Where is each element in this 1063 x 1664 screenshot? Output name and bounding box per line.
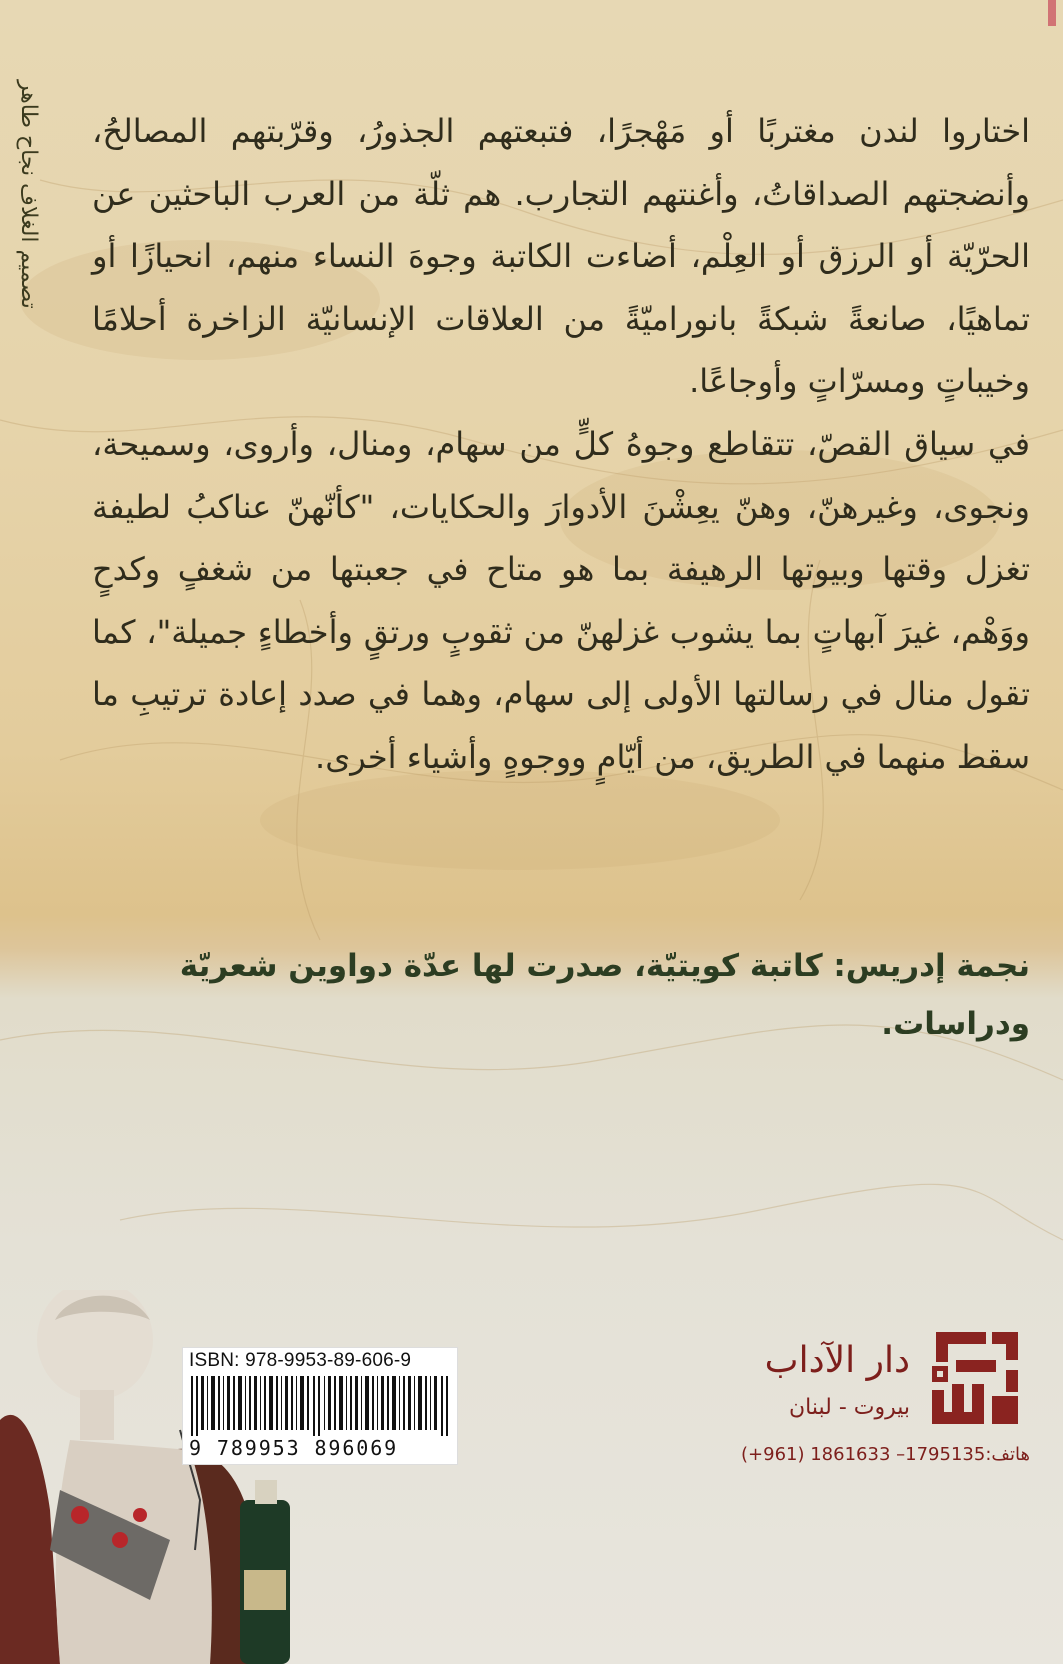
isbn-barcode [182,1347,458,1465]
cover-design-credit: تصميم الغلاف نجاح طاهر [16,80,41,309]
publisher-city: بيروت - لبنان [789,1395,910,1420]
author-bio: نجمة إدريس: كاتبة كويتيّة، صدرت لها عدّة دواوين شعريّة ودراسات. [179,948,1030,1042]
back-cover-blurb [92,100,1030,789]
publisher-phone: هاتف:1795135– 1861633 (961+) [741,1444,1030,1465]
blurb-paragraph-2: في سياق القصّ، تتقاطع وجوهُ كلٍّ من سهام، ومنال، وأروى، وسميحة، ونجوى، وغيرهنّ، وهنّ يعِشْنَ الأدوارَ والحكايات، "كأنّهنّ عناكبُ لطيفة تغزل وقتها وبيوتها الرهيفة بما هو متاح في جعبتها من شغفٍ وكدحٍ ووَهْم، غيرَ آبهاتٍ بما يشوب غزلهنّ من ثقوبٍ ورتقٍ وأخطاءٍ جميلة"، كما تقول منال في رسالتها الأولى إلى سهام، وهما في صدد إعادة ترتيبِ ما سقط منهما في الطريق، من أيّامٍ ووجوهٍ وأشياء أخرى. [92,424,1030,776]
isbn-label: ISBN: 978-9953-89-606-9 [189,1350,412,1371]
barcode-digits: 9 789953 896069 [189,1436,399,1460]
dar-al-adab-logo [926,1330,1022,1426]
blurb-paragraph-1: اختاروا لندن مغتربًا أو مَهْجرًا، فتبعتهم الجذورُ، وقرّبتهم المصالحُ، وأنضجتهم الصداقاتُ، وأغنتهم التجارب. هم ثلّة من العرب الباحثين عن الحرّيّة أو الرزق أو العِلْم، أضاءت الكاتبة وجوهَ النساء منهم، انحيازًا أو تماهيًا، صانعةً شبكةً بانوراميّةً من العلاقات الإنسانيّة الزاخرة أحلامًا وخيباتٍ ومسرّاتٍ وأوجاعًا. [92,112,1030,401]
barcode-bars [191,1376,449,1436]
publisher-name: دار الآداب [764,1340,910,1381]
